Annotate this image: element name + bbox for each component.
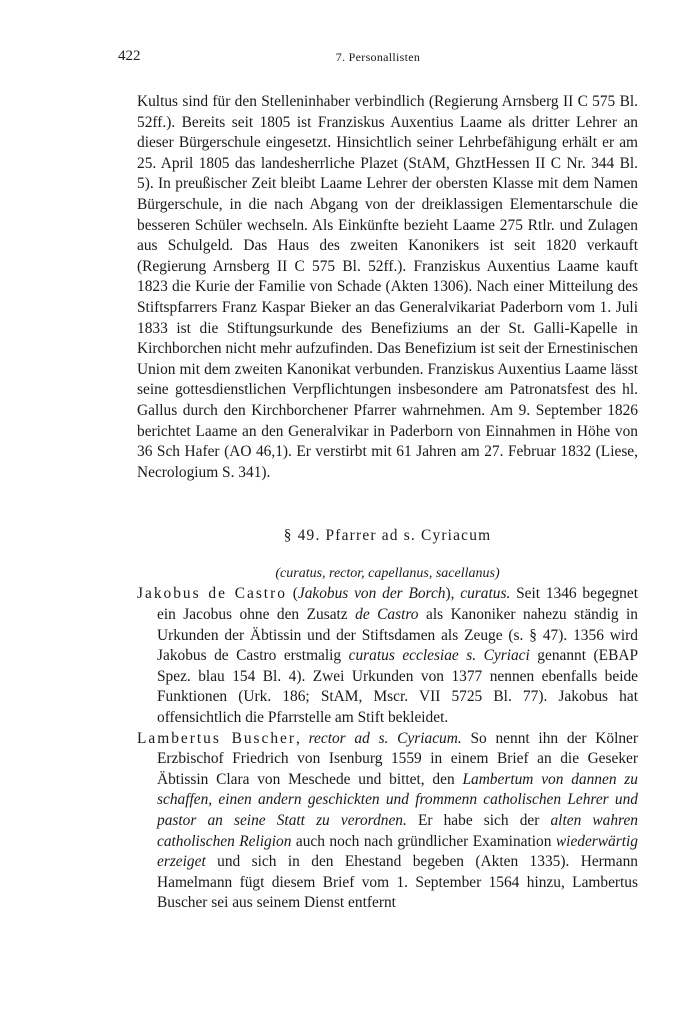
entry-italic-text: wiederwärtig erzeiget <box>157 832 638 871</box>
entry-name: Lambertus Buscher <box>137 729 297 747</box>
entry-italic-text: alten wahren catholischen Religion <box>157 812 638 850</box>
page-body <box>137 92 638 914</box>
entry-italic-text: Lambertum von dannen zu schaffen, einen andern geschickten und frommenn catholischen Lehrer und pastor an seine Statt zu verordnen. <box>157 770 638 829</box>
entry-text: Seit 1346 begegnet ein Jacobus ohne den Zusatz <box>157 585 638 624</box>
entry-name: Jakobus de Castro <box>137 585 287 603</box>
entry-italic-text: de Castro <box>355 606 419 624</box>
entry-text: genannt (EBAP Spez. blau 154 Bl. 4). Zwei Urkunden von 1377 nennen ebenfalls beide Funktionen (Urk. 186; StAM, Mscr. VII 5725 Bl. 77). Jakobus hat offensichtlich die Pfarrstelle am Stift bekleidet. <box>157 647 639 727</box>
entry-list <box>137 584 638 914</box>
entry-paragraph <box>137 584 638 728</box>
entry-text: ( <box>286 585 298 603</box>
entry-text: , <box>296 729 309 747</box>
entry-text: ), <box>445 585 461 603</box>
entry-text: und sich in den Ehestand begeben (Akten 1335). Hermann Hamelmann fügt diesem Brief vom 1. September 1564 hinzu, Lambertus Buscher sei aus seinem Dienst entfernt <box>157 853 638 912</box>
entry-italic-text: curatus ecclesiae s. Cyriaci <box>348 647 530 665</box>
entry-italic-text: curatus. <box>460 585 511 603</box>
entry-paragraph <box>137 729 638 914</box>
entry-text: auch noch nach gründlicher Examination <box>291 832 556 850</box>
entry-text: So nennt ihn der Kölner Erzbischof Friedrich von Isenburg 1559 in einem Brief an die Geseker Äbtissin Clara von Meschede und bittet, den <box>157 729 638 788</box>
running-head: 7. Personallisten <box>335 50 421 64</box>
intro-paragraph: Kultus sind für den Stelleninhaber verbindlich (Regierung Arnsberg II C 575 Bl. 52ff.). Bereits seit 1805 ist Franziskus Auxentius Laame als dritter Lehrer an dieser Bürgerschule eingesetzt. Hinsichtlich seiner Lehrbefähigung erhält er am 25. April 1805 das landesherrliche Plazet (StAM, GhztHessen II C Nr. 344 Bl. 5). In preußischer Zeit bleibt Laame Lehrer der obersten Klasse mit dem Namen Bürgerschule, in die nach Abgang von der dreiklassigen Elementarschule die besseren Schüler wechseln. Als Einkünfte bezieht Laame 275 Rtlr. und Zulagen aus Schulgeld. Das Haus des zweiten Kanonikers ist seit 1820 verkauft (Regierung Arnsberg II C 575 Bl. 52ff.). Franziskus Auxentius Laame kauft 1823 die Kurie der Familie von Schade (Akten 1306). Nach einer Mitteilung des Stiftspfarrers Franz Kaspar Bieker an das Generalvikariat Paderborn vom 1. Juli 1833 ist die Stiftungsurkunde des Benefiziums an der St. Galli-Kapelle in Kirchborchen nicht mehr aufzufinden. Das Benefizium ist seit der Ernestinischen Union mit dem zweiten Kanonikat verbunden. Franziskus Auxentius Laame lässt seine gottesdienstlichen Verpflichtungen insbesondere am Patronatsfest des hl. Gallus durch den Kirchborchener Pfarrer wahrnehmen. Am 9. September 1826 berichtet Laame an den Generalvikar in Paderborn von Einnahmen in Höhe von 36 Sch Hafer (AO 46,1). Er verstirbt mit 61 Jahren am 27. Februar 1832 (Liese, Necrologium S. 341). <box>137 93 638 481</box>
entry-italic-text: rector ad s. Cyriacum. <box>308 729 462 747</box>
section-subtitle: (curatus, rector, capellanus, sacellanus) <box>275 565 500 581</box>
page-header <box>118 48 638 70</box>
section-title: § 49. Pfarrer ad s. Cyriacum <box>283 527 492 545</box>
page-number: 422 <box>118 48 141 64</box>
entry-text: als Kanoniker nahezu ständig in Urkunden der Äbtissin und der Stiftsdamen als Zeuge (s. § 47). 1356 wird Jakobus de Castro erstmalig <box>157 606 638 665</box>
entry-italic-text: Jakobus von der Borch <box>297 585 446 603</box>
entry-text: Er habe sich der <box>406 812 551 829</box>
